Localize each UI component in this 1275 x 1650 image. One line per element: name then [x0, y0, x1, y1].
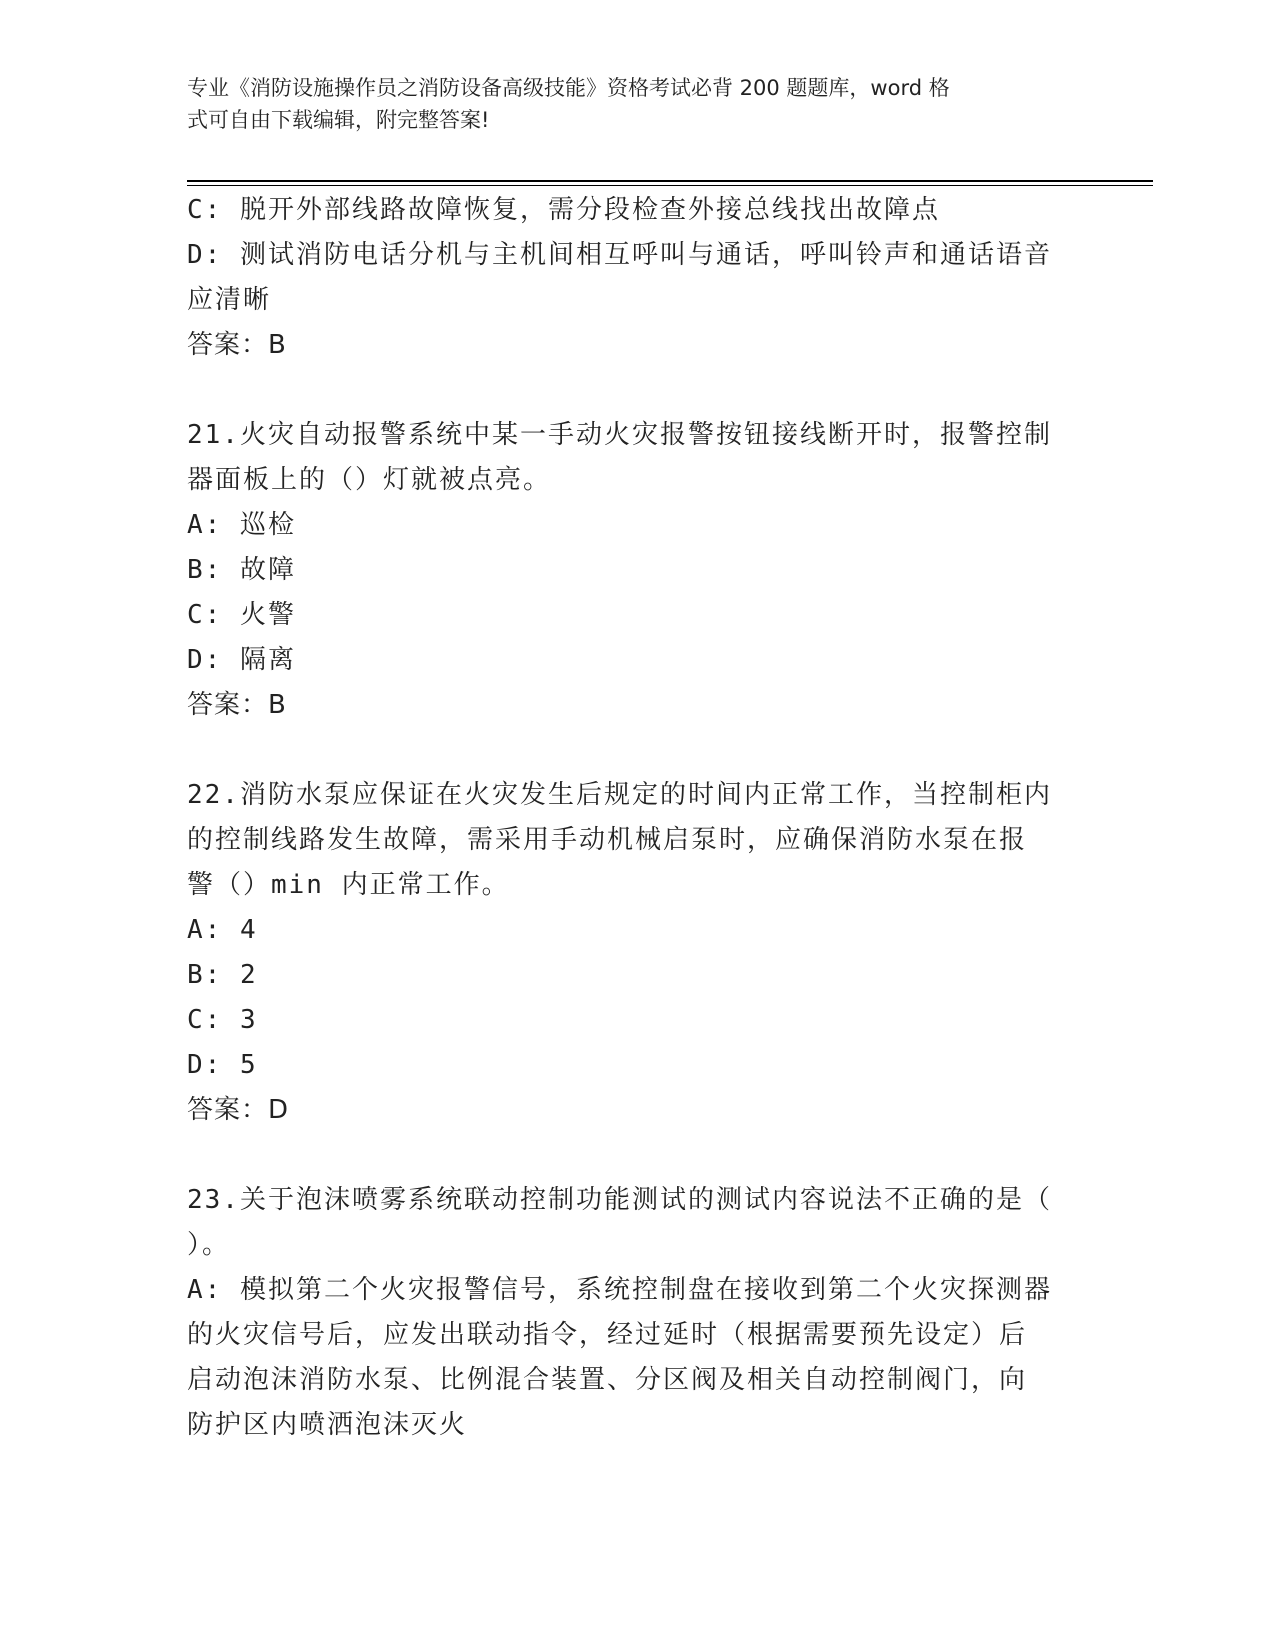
document-body: [187, 188, 1077, 1448]
option-c: C: 火警: [187, 600, 296, 630]
spacer: [187, 1133, 1077, 1178]
option-a-cont: 防护区内喷洒泡沫灭火: [187, 1410, 468, 1440]
option-d: D: 5: [187, 1050, 258, 1080]
question-block-prev: [187, 188, 1077, 368]
header-line: 专业《消防设施操作员之消防设备高级技能》资格考试必背 200 题题库，word 格: [187, 76, 950, 100]
question-stem: 器面板上的（）灯就被点亮。: [187, 465, 552, 495]
option-a-cont: 启动泡沫消防水泵、比例混合装置、分区阀及相关自动控制阀门，向: [187, 1365, 1028, 1395]
answer-label: 答案：D: [187, 1095, 290, 1125]
question-stem: 21.火灾自动报警系统中某一手动火灾报警按钮接线断开时，报警控制: [187, 420, 1052, 450]
option-a: A: 模拟第二个火灾报警信号，系统控制盘在接收到第二个火灾探测器: [187, 1275, 1052, 1305]
question-stem: ）。: [187, 1230, 231, 1260]
option-a: A: 4: [187, 915, 258, 945]
option-c: C: 脱开外部线路故障恢复，需分段检查外接总线找出故障点: [187, 195, 940, 225]
question-stem: 22.消防水泵应保证在火灾发生后规定的时间内正常工作，当控制柜内: [187, 780, 1052, 810]
question-block-23: [187, 1178, 1077, 1448]
option-d: D: 测试消防电话分机与主机间相互呼叫与通话，呼叫铃声和通话语音: [187, 240, 1052, 270]
header-line: 式可自由下载编辑，附完整答案!: [187, 108, 490, 132]
question-stem: 23.关于泡沫喷雾系统联动控制功能测试的测试内容说法不正确的是（: [187, 1185, 1052, 1215]
answer-label: 答案：B: [187, 690, 287, 720]
option-b: B: 故障: [187, 555, 296, 585]
option-d-cont: 应清晰: [187, 285, 272, 315]
option-a-cont: 的火灾信号后，应发出联动指令，经过延时（根据需要预先设定）后: [187, 1320, 1028, 1350]
spacer: [187, 368, 1077, 413]
document-header: [187, 72, 1077, 136]
question-block-21: [187, 413, 1077, 728]
question-stem: 的控制线路发生故障，需采用手动机械启泵时，应确保消防水泵在报: [187, 825, 1028, 855]
spacer: [187, 728, 1077, 773]
option-a: A: 巡检: [187, 510, 296, 540]
header-divider: [187, 180, 1153, 182]
header-divider: [187, 185, 1153, 186]
question-block-22: [187, 773, 1077, 1133]
option-c: C: 3: [187, 1005, 258, 1035]
option-b: B: 2: [187, 960, 258, 990]
answer-label: 答案：B: [187, 330, 287, 360]
question-stem: 警（）min 内正常工作。: [187, 870, 510, 900]
option-d: D: 隔离: [187, 645, 296, 675]
